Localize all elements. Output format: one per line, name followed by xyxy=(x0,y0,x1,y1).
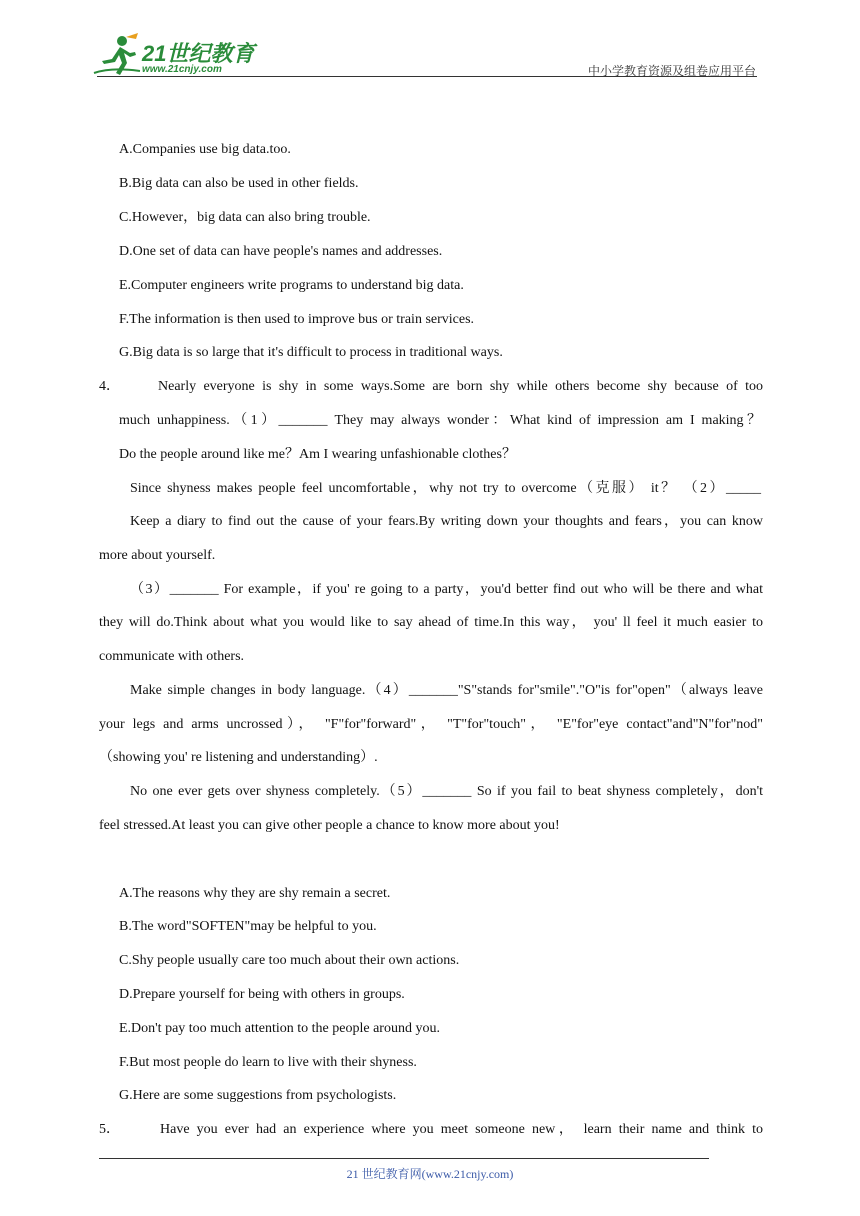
q4-line-10: Make simple changes in body language.（4）_______"S"stands for"smile"."O"is for"open"（always leave xyxy=(130,683,763,698)
q4-option-b: B.The word"SOFTEN"may be helpful to you. xyxy=(119,919,377,934)
logo-text: 21世纪教育 xyxy=(142,41,255,66)
q4-option-f: F.But most people do learn to live with their shyness. xyxy=(119,1055,417,1070)
q4-line-3: Do the people around like me？Am I wearing unfashionable clothes？ xyxy=(119,447,516,462)
q4-option-d: D.Prepare yourself for being with others in groups. xyxy=(119,987,405,1002)
q3-option-c: C.However，big data can also bring trouble. xyxy=(119,210,371,225)
q4-line-13: No one ever gets over shyness completely.（5）_______ So if you fail to beat shyness completely，don't xyxy=(130,784,763,799)
footer-divider xyxy=(99,1158,709,1159)
q4-option-c: C.Shy people usually care too much about their own actions. xyxy=(119,953,460,968)
q3-option-e: E.Computer engineers write programs to understand big data. xyxy=(119,278,464,293)
header-divider xyxy=(97,76,757,77)
q4-number: 4． xyxy=(99,379,120,394)
q4-line-2: much unhappiness.（1）_______ They may always wonder：What kind of impression am I making？ xyxy=(119,413,761,428)
q4-line-7: （3）_______ For example，if you' re going to a party，you'd better find out who will be there and what xyxy=(130,582,763,597)
q4-line-1: Nearly everyone is shy in some ways.Some are born shy while others become shy because of too xyxy=(158,379,763,394)
q3-option-d: D.One set of data can have people's names and addresses. xyxy=(119,244,443,259)
platform-title: 中小学教育资源及组卷应用平台 xyxy=(587,64,756,78)
q4-option-g: G.Here are some suggestions from psychologists. xyxy=(119,1088,397,1103)
page-footer: 21 世纪教育网(www.21cnjy.com) xyxy=(346,1167,514,1181)
q5-number: 5． xyxy=(99,1122,120,1137)
q3-option-g: G.Big data is so large that it's difficult to process in traditional ways. xyxy=(119,345,503,360)
q4-line-9: communicate with others. xyxy=(99,649,245,664)
q3-option-a: A.Companies use big data.too. xyxy=(119,142,291,157)
q5-line-1: Have you ever had an experience where you meet someone new， learn their name and think to xyxy=(160,1122,763,1137)
q4-line-5: Keep a diary to find out the cause of your fears.By writing down your thoughts and fears，you can know xyxy=(130,514,763,529)
q4-option-e: E.Don't pay too much attention to the people around you. xyxy=(119,1021,440,1036)
q4-line-6: more about yourself. xyxy=(99,548,216,563)
page-header xyxy=(0,0,860,90)
q4-line-8: they will do.Think about what you would like to say ahead of time.In this way， you' ll feel it much easier to xyxy=(99,615,763,630)
logo-url: www.21cnjy.com xyxy=(142,64,222,75)
q3-option-b: B.Big data can also be used in other fields. xyxy=(119,176,359,191)
q4-line-11: your legs and arms uncrossed）， "F"for"forward"， "T"for"touch"， "E"for"eye contact"and"N"for"nod" xyxy=(99,717,763,732)
q4-option-a: A.The reasons why they are shy remain a secret. xyxy=(119,886,391,901)
site-logo xyxy=(92,33,262,79)
q4-line-4: Since shyness makes people feel uncomfortable，why not try to overcome（克服） it？ （2）_____ xyxy=(130,481,761,496)
runner-logo-icon xyxy=(92,33,142,77)
q4-line-12: （showing you' re listening and understanding）. xyxy=(99,750,378,765)
q4-line-14: feel stressed.At least you can give other people a chance to know more about you! xyxy=(99,818,560,833)
q3-option-f: F.The information is then used to improve bus or train services. xyxy=(119,312,475,327)
